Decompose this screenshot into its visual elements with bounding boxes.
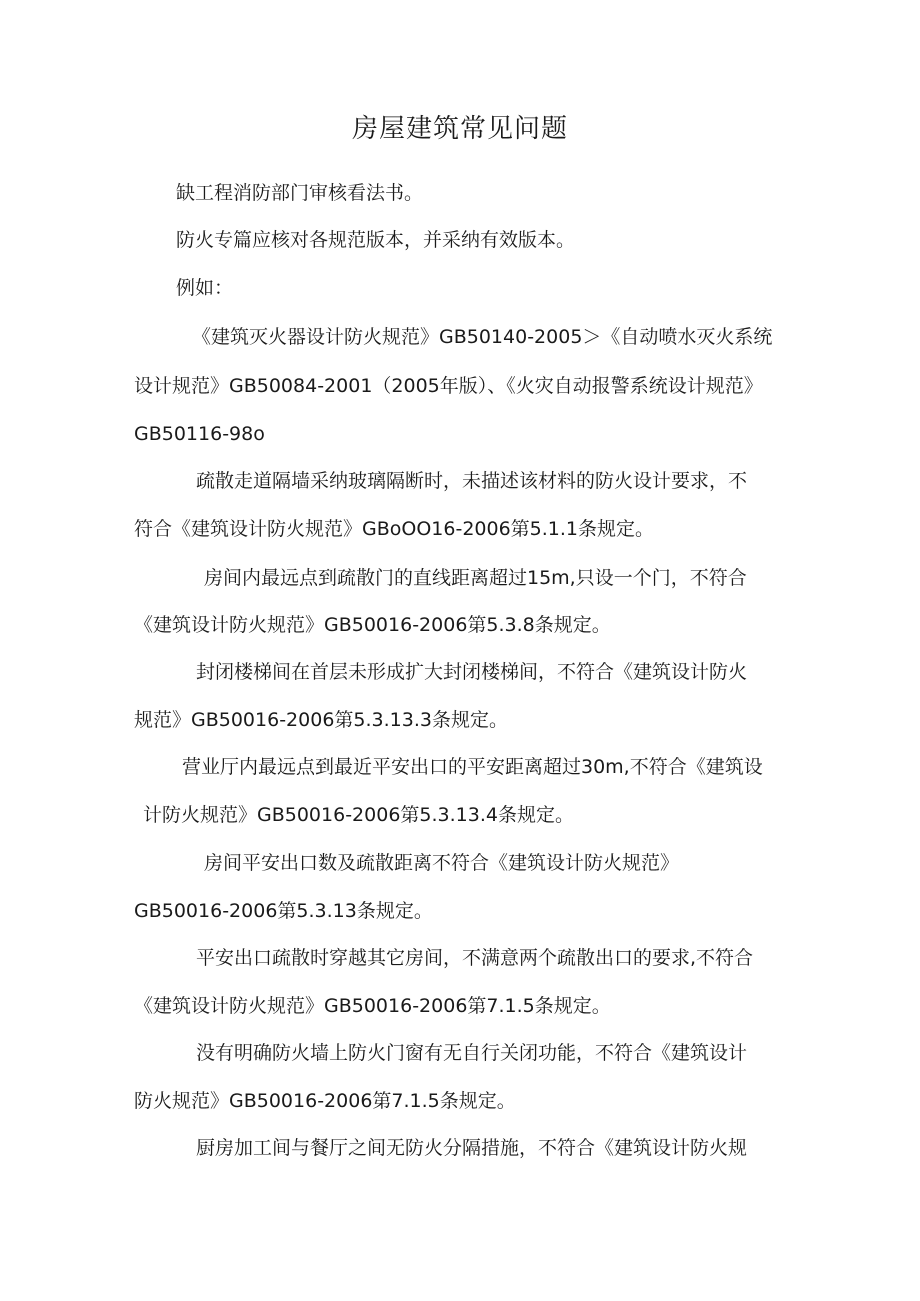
text-line: 《建筑设计防火规范》GB50016-2006第5.3.8条规定。 — [134, 614, 611, 636]
text-line: 厨房加工间与餐厅之间无防火分隔措施，不符合《建筑设计防火规 — [196, 1137, 748, 1159]
text-line: GB50116-98o — [134, 423, 265, 445]
text-line: 《建筑灭火器设计防火规范》GB50140-2005＞《自动喷水灭火系统 — [192, 326, 773, 348]
text-line: 房间平安出口数及疏散距离不符合《建筑设计防火规范》 — [204, 852, 680, 874]
text-line: 《建筑设计防火规范》GB50016-2006第7.1.5条规定。 — [134, 995, 611, 1017]
text-line: 疏散走道隔墙采纳玻璃隔断时，未描述该材料的防火设计要求，不 — [196, 470, 748, 492]
text-line: 例如： — [176, 277, 234, 299]
text-line: 缺工程消防部门审核看法书。 — [176, 182, 424, 204]
text-line: 封闭楼梯间在首层未形成扩大封闭楼梯间，不符合《建筑设计防火 — [196, 661, 748, 683]
text-line: 没有明确防火墙上防火门窗有无自行关闭功能，不符合《建筑设计 — [196, 1042, 748, 1064]
text-line: 防火专篇应核对各规范版本，并采纳有效版本。 — [176, 229, 576, 251]
text-line: 防火规范》GB50016-2006第7.1.5条规定。 — [134, 1090, 516, 1112]
text-line: 房间内最远点到疏散门的直线距离超过15m,只设一个门，不符合 — [204, 567, 747, 589]
text-line: 平安出口疏散时穿越其它房间，不满意两个疏散出口的要求,不符合 — [196, 947, 754, 969]
text-line: GB50016-2006第5.3.13条规定。 — [134, 900, 433, 922]
text-line: 设计规范》GB50084-2001（2005年版）、《火灾自动报警系统设计规范》 — [134, 375, 763, 397]
text-line: 计防火规范》GB50016-2006第5.3.13.4条规定。 — [143, 804, 574, 826]
text-line: 营业厅内最远点到最近平安出口的平安距离超过30m,不符合《建筑设 — [182, 756, 763, 778]
text-line: 规范》GB50016-2006第5.3.13.3条规定。 — [134, 709, 508, 731]
text-line: 符合《建筑设计防火规范》GBoOO16-2006第5.1.1条规定。 — [134, 518, 655, 540]
document-title: 房屋建筑常见问题 — [351, 114, 568, 144]
